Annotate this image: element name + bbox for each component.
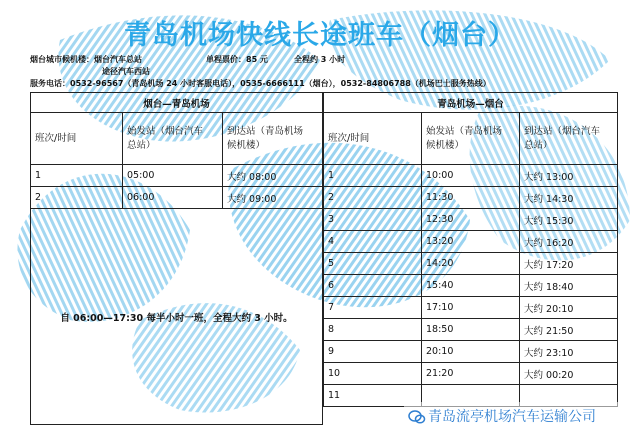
depart-time: 05:00 <box>123 165 223 187</box>
trip-number: 2 <box>31 187 123 209</box>
table-row <box>31 187 323 209</box>
depart-time: 12:30 <box>422 209 520 231</box>
arrive-time: 大约 16:20 <box>520 231 618 253</box>
trip-number: 3 <box>324 209 422 231</box>
depart-time: 21:20 <box>422 363 520 385</box>
table-row <box>324 165 618 187</box>
right-col-arrive <box>520 113 618 165</box>
arrive-time: 大约 23:10 <box>520 341 618 363</box>
table-row <box>324 209 618 231</box>
table-row <box>324 363 618 385</box>
trip-number: 1 <box>31 165 123 187</box>
left-col-depart <box>123 113 223 165</box>
trip-number: 9 <box>324 341 422 363</box>
trip-number: 5 <box>324 253 422 275</box>
right-header-row <box>324 93 618 113</box>
arrive-time: 大约 21:50 <box>520 319 618 341</box>
trip-number: 6 <box>324 275 422 297</box>
page-title: 青岛机场快线长途班车（烟台） <box>124 20 516 51</box>
depart-time: 11:30 <box>422 187 520 209</box>
left-col-arrive <box>223 113 323 165</box>
depart-time: 10:00 <box>422 165 520 187</box>
table-row <box>324 231 618 253</box>
depart-time: 06:00 <box>123 187 223 209</box>
table-row <box>324 253 618 275</box>
trip-number: 4 <box>324 231 422 253</box>
info-fare: 单程票价：85 元 <box>206 55 268 64</box>
right-route-header: 青岛机场—烟台 <box>324 93 618 113</box>
arrive-time: 大约 13:00 <box>520 165 618 187</box>
depart-time: 15:40 <box>422 275 520 297</box>
right-col-arrive-line1: 到达站（烟台汽车 <box>524 125 601 137</box>
left-schedule-table <box>30 92 323 425</box>
arrive-time: 大约 09:00 <box>223 187 323 209</box>
arrive-time: 大约 14:30 <box>520 187 618 209</box>
depart-time: 17:10 <box>422 297 520 319</box>
trip-number: 11 <box>324 385 422 407</box>
table-row <box>324 187 618 209</box>
info-duration: 全程约 3 小时 <box>294 55 346 64</box>
arrive-time: 大约 17:20 <box>520 253 618 275</box>
right-col-depart <box>422 113 520 165</box>
table-row <box>31 165 323 187</box>
depart-time: 14:20 <box>422 253 520 275</box>
depart-time: 13:20 <box>422 231 520 253</box>
arrive-time: 大约 20:10 <box>520 297 618 319</box>
trip-number: 10 <box>324 363 422 385</box>
arrive-time: 大约 00:20 <box>520 363 618 385</box>
trip-number: 1 <box>324 165 422 187</box>
wechat-icon <box>408 408 426 426</box>
table-row <box>324 275 618 297</box>
info-terminal: 烟台城市候机楼：烟台汽车总站 <box>30 55 142 64</box>
table-row <box>324 319 618 341</box>
info-phones: 服务电话：0532-96567（青岛机场 24 小时客服电话），0535-6666111（烟台），0532-84806788（机场巴士服务热线） <box>30 79 491 88</box>
trip-number: 8 <box>324 319 422 341</box>
table-row <box>324 341 618 363</box>
left-col-arrive-line2: 候机楼） <box>227 139 266 151</box>
depart-time: 20:10 <box>422 341 520 363</box>
right-col-arrive-line2: 总站） <box>524 139 553 151</box>
left-col-arrive-line1: 到达站（青岛机场 <box>227 125 304 137</box>
right-col-depart-line2: 候机楼） <box>426 139 465 151</box>
left-route-header: 烟台—青岛机场 <box>31 93 323 113</box>
left-col-depart-line1: 始发站（烟台汽车 <box>127 125 204 137</box>
table-row <box>324 297 618 319</box>
left-header-row <box>31 93 323 113</box>
depart-time: 18:50 <box>422 319 520 341</box>
left-col-depart-line2: 总站） <box>127 139 156 151</box>
trip-number: 2 <box>324 187 422 209</box>
watermark-text: 青岛流亭机场汽车运输公司 <box>428 409 596 425</box>
right-schedule-table <box>323 92 618 407</box>
right-column-header-row <box>324 113 618 165</box>
left-col-trip: 班次/时间 <box>31 113 123 165</box>
left-column-header-row <box>31 113 323 165</box>
left-note-row <box>31 209 323 425</box>
info-via: 途径汽车西站 <box>102 67 150 76</box>
arrive-time: 大约 08:00 <box>223 165 323 187</box>
arrive-time: 大约 18:40 <box>520 275 618 297</box>
right-col-depart-line1: 始发站（青岛机场 <box>426 125 503 137</box>
arrive-time: 大约 15:30 <box>520 209 618 231</box>
right-col-trip: 班次/时间 <box>324 113 422 165</box>
trip-number: 7 <box>324 297 422 319</box>
frequency-note: 自 06:00—17:30 每半小时一班，全程大约 3 小时。 <box>31 209 323 425</box>
